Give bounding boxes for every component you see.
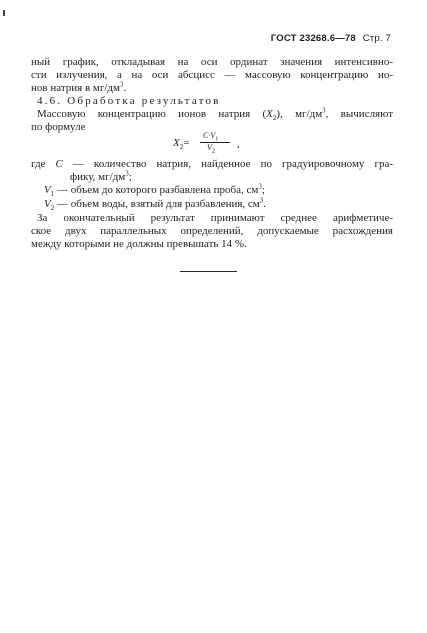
body-line-1: ный график, откладывая на оси ординат значения интенсивно-	[31, 56, 393, 68]
end-rule	[180, 271, 237, 272]
standard-number: ГОСТ 23268.6—78	[270, 33, 356, 44]
formula-lhs-sub: 2	[179, 143, 184, 152]
para-text-c: , вычисляют	[325, 108, 393, 120]
def-v1	[44, 184, 265, 197]
fraction-bar	[200, 142, 230, 143]
section-heading: 4.6. Обработка результатов	[37, 95, 221, 107]
formula-denominator	[207, 143, 215, 155]
def-v2-var: V	[44, 198, 51, 210]
formula-comma: ,	[237, 138, 240, 150]
def-v1-sub: 1	[50, 190, 55, 199]
para-line-1	[37, 108, 393, 121]
scan-mark	[3, 10, 5, 16]
def-c-text: — количество натрия, найденное по градуировочному гра-	[62, 158, 394, 170]
para-sup: 3	[322, 106, 326, 115]
para-var-x: X	[266, 108, 273, 120]
def-v1-var: V	[44, 184, 51, 196]
para-var-sub: 2	[272, 114, 277, 123]
def-v2	[44, 198, 266, 211]
def-c-line-2	[70, 171, 132, 184]
def-c-line-2-sup: 3	[125, 169, 129, 178]
para-text-a: Массовую концентрацию ионов натрия (	[37, 108, 267, 120]
body-line-3-text: нов натрия в мг/дм	[31, 82, 120, 94]
formula	[173, 131, 273, 157]
def-v1-end: ;	[261, 184, 265, 196]
def-v2-text: — объем воды, взятый для разбавления, см	[54, 198, 260, 210]
def-v2-sub: 2	[50, 204, 55, 213]
formula-numerator-sub: 1	[215, 136, 219, 143]
def-v2-sup: 3	[259, 196, 264, 205]
formula-lhs	[173, 137, 189, 151]
def-v1-sup: 3	[258, 182, 262, 191]
body-line-3-end: .	[123, 82, 127, 94]
para-text-b: ), мг/дм	[276, 108, 323, 120]
formula-denominator-text: V	[207, 143, 212, 152]
def-c-var: C	[55, 158, 63, 170]
def-c-line-1	[31, 158, 393, 171]
body-line-3-sup: 3	[119, 80, 124, 89]
formula-lhs-var: X	[173, 137, 180, 149]
formula-denominator-sub: 2	[211, 148, 215, 155]
page-number: Стр. 7	[362, 33, 391, 44]
conclusion-line-1: За окончательный результат принимают среднее арифметиче-	[37, 212, 393, 224]
para-line-2: по формуле	[31, 121, 86, 133]
conclusion-line-3: между которыми не должны превышать 14 %.	[31, 238, 247, 250]
page-header	[271, 33, 391, 44]
conclusion-line-2: ское двух параллельных определений, допускаемые расхождения	[31, 225, 393, 237]
def-v1-text: — объем до которого разбавлена проба, см	[54, 184, 259, 196]
formula-equals: =	[183, 137, 190, 149]
formula-numerator	[203, 131, 218, 143]
body-line-3	[31, 82, 393, 95]
body-line-2: сти излучения, а на оси абсцисс — массовую концентрацию ио-	[31, 69, 393, 81]
formula-numerator-text: C·V	[203, 131, 216, 140]
def-where: где	[31, 158, 46, 170]
def-c-line-2-text: фику, мг/дм	[70, 171, 126, 183]
def-v2-end: .	[263, 198, 267, 210]
def-c-line-2-end: ;	[128, 171, 132, 183]
